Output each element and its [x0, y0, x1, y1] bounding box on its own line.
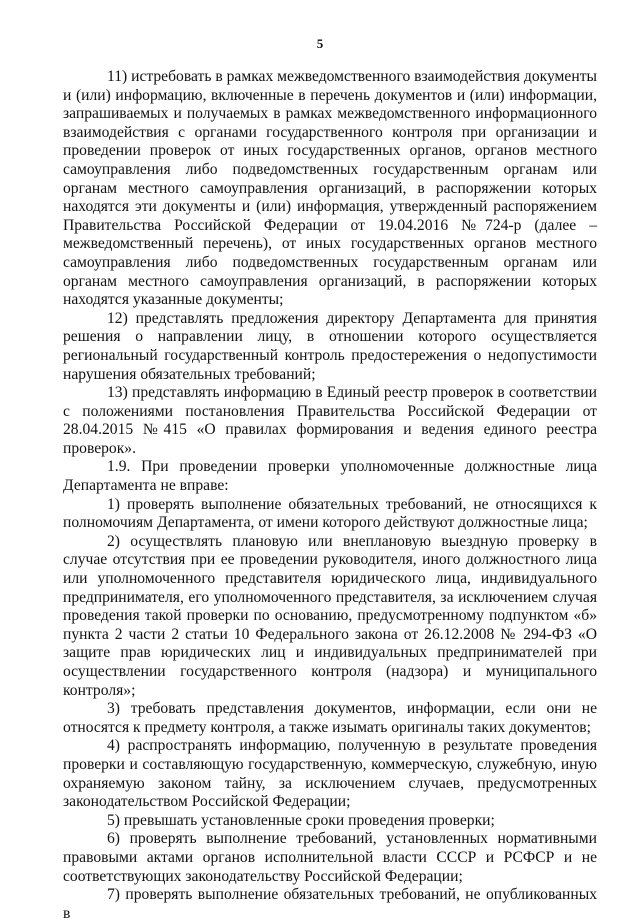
paragraph-section-1-9: 1.9. При проведении проверки уполномоченные должностные лица Департамента не вправе: — [63, 458, 597, 495]
paragraph-prohibition-5: 5) превышать установленные сроки проведения проверки; — [107, 811, 495, 829]
paragraph-prohibition-1: 1) проверять выполнение обязательных требований, не относящихся к полномочиям Департамента, от имени которого действуют должностные лица; — [63, 495, 597, 532]
paragraph-prohibition-4: 4) распространять информацию, полученную в результате проведения проверки и составляющую государственную, коммерческую, служебную, иную охраняемую законом тайну, за исключением случаев, предусмотренных законодательством Российской Федерации; — [63, 737, 597, 811]
paragraph-item-13: 13) представлять информацию в Единый реестр проверок в соответствии с положениями постановления Правительства Российской Федерации от 28.04.2015 №415 «О правилах формирования и ведения единого реестра проверок». — [63, 384, 597, 457]
document-body — [63, 68, 597, 923]
paragraph-item-11: 11) истребовать в рамках межведомственного взаимодействия документы и (или) информацию, включенные в перечень документов и (или) информации, запрашиваемых и получаемых в рамках межведомственного информационного взаимодействия с органами государственного контроля при организации и проведении проверок от иных государственных органов, органов местного самоуправления либо подведомственных государственным органам или органам местного самоуправления организаций, в распоряжении которых находятся эти документы и (или) информация, утвержденный распоряжением Правительства Российской Федерации от 19.04.2016 №724-р (далее – межведомственный перечень), от иных государственных органов местного самоуправления либо подведомственных государственным органам или органам местного самоуправления организаций, в распоряжении которых находятся указанные документы; — [63, 68, 597, 309]
paragraph-item-12: 12) представлять предложения директору Департамента для принятия решения о направлении лицу, в отношении которого осуществляется региональный государственный контроль предостережения о недопустимости нарушения обязательных требований; — [63, 309, 597, 383]
paragraph-prohibition-2: 2) осуществлять плановую или внеплановую выездную проверку в случае отсутствия при ее проведении руководителя, иного должностного лица или уполномоченного представителя юридического лица, индивидуального предпринимателя, его уполномоченного представителя, за исключением случая проведения такой проверки по основанию, предусмотренному подпунктом «б» пункта 2 части 2 статьи 10 Федерального закона от 26.12.2008 № 294-ФЗ «О защите прав юридических лиц и индивидуальных предпринимателей при осуществлении государственного контроля (надзора) и муниципального контроля»; — [63, 532, 597, 699]
page-number: 5 — [316, 36, 324, 51]
paragraph-prohibition-3: 3) требовать представления документов, информации, если они не относятся к предмету контроля, а также изымать оригиналы таких документов; — [63, 700, 597, 736]
paragraph-prohibition-7: 7) проверять выполнение обязательных требований, не опубликованных в — [63, 886, 597, 922]
paragraph-prohibition-6: 6) проверять выполнение требований, установленных нормативными правовыми актами органов исполнительной власти СССР и РСФСР и не соответствующих законодательству Российской Федерации; — [63, 830, 597, 885]
